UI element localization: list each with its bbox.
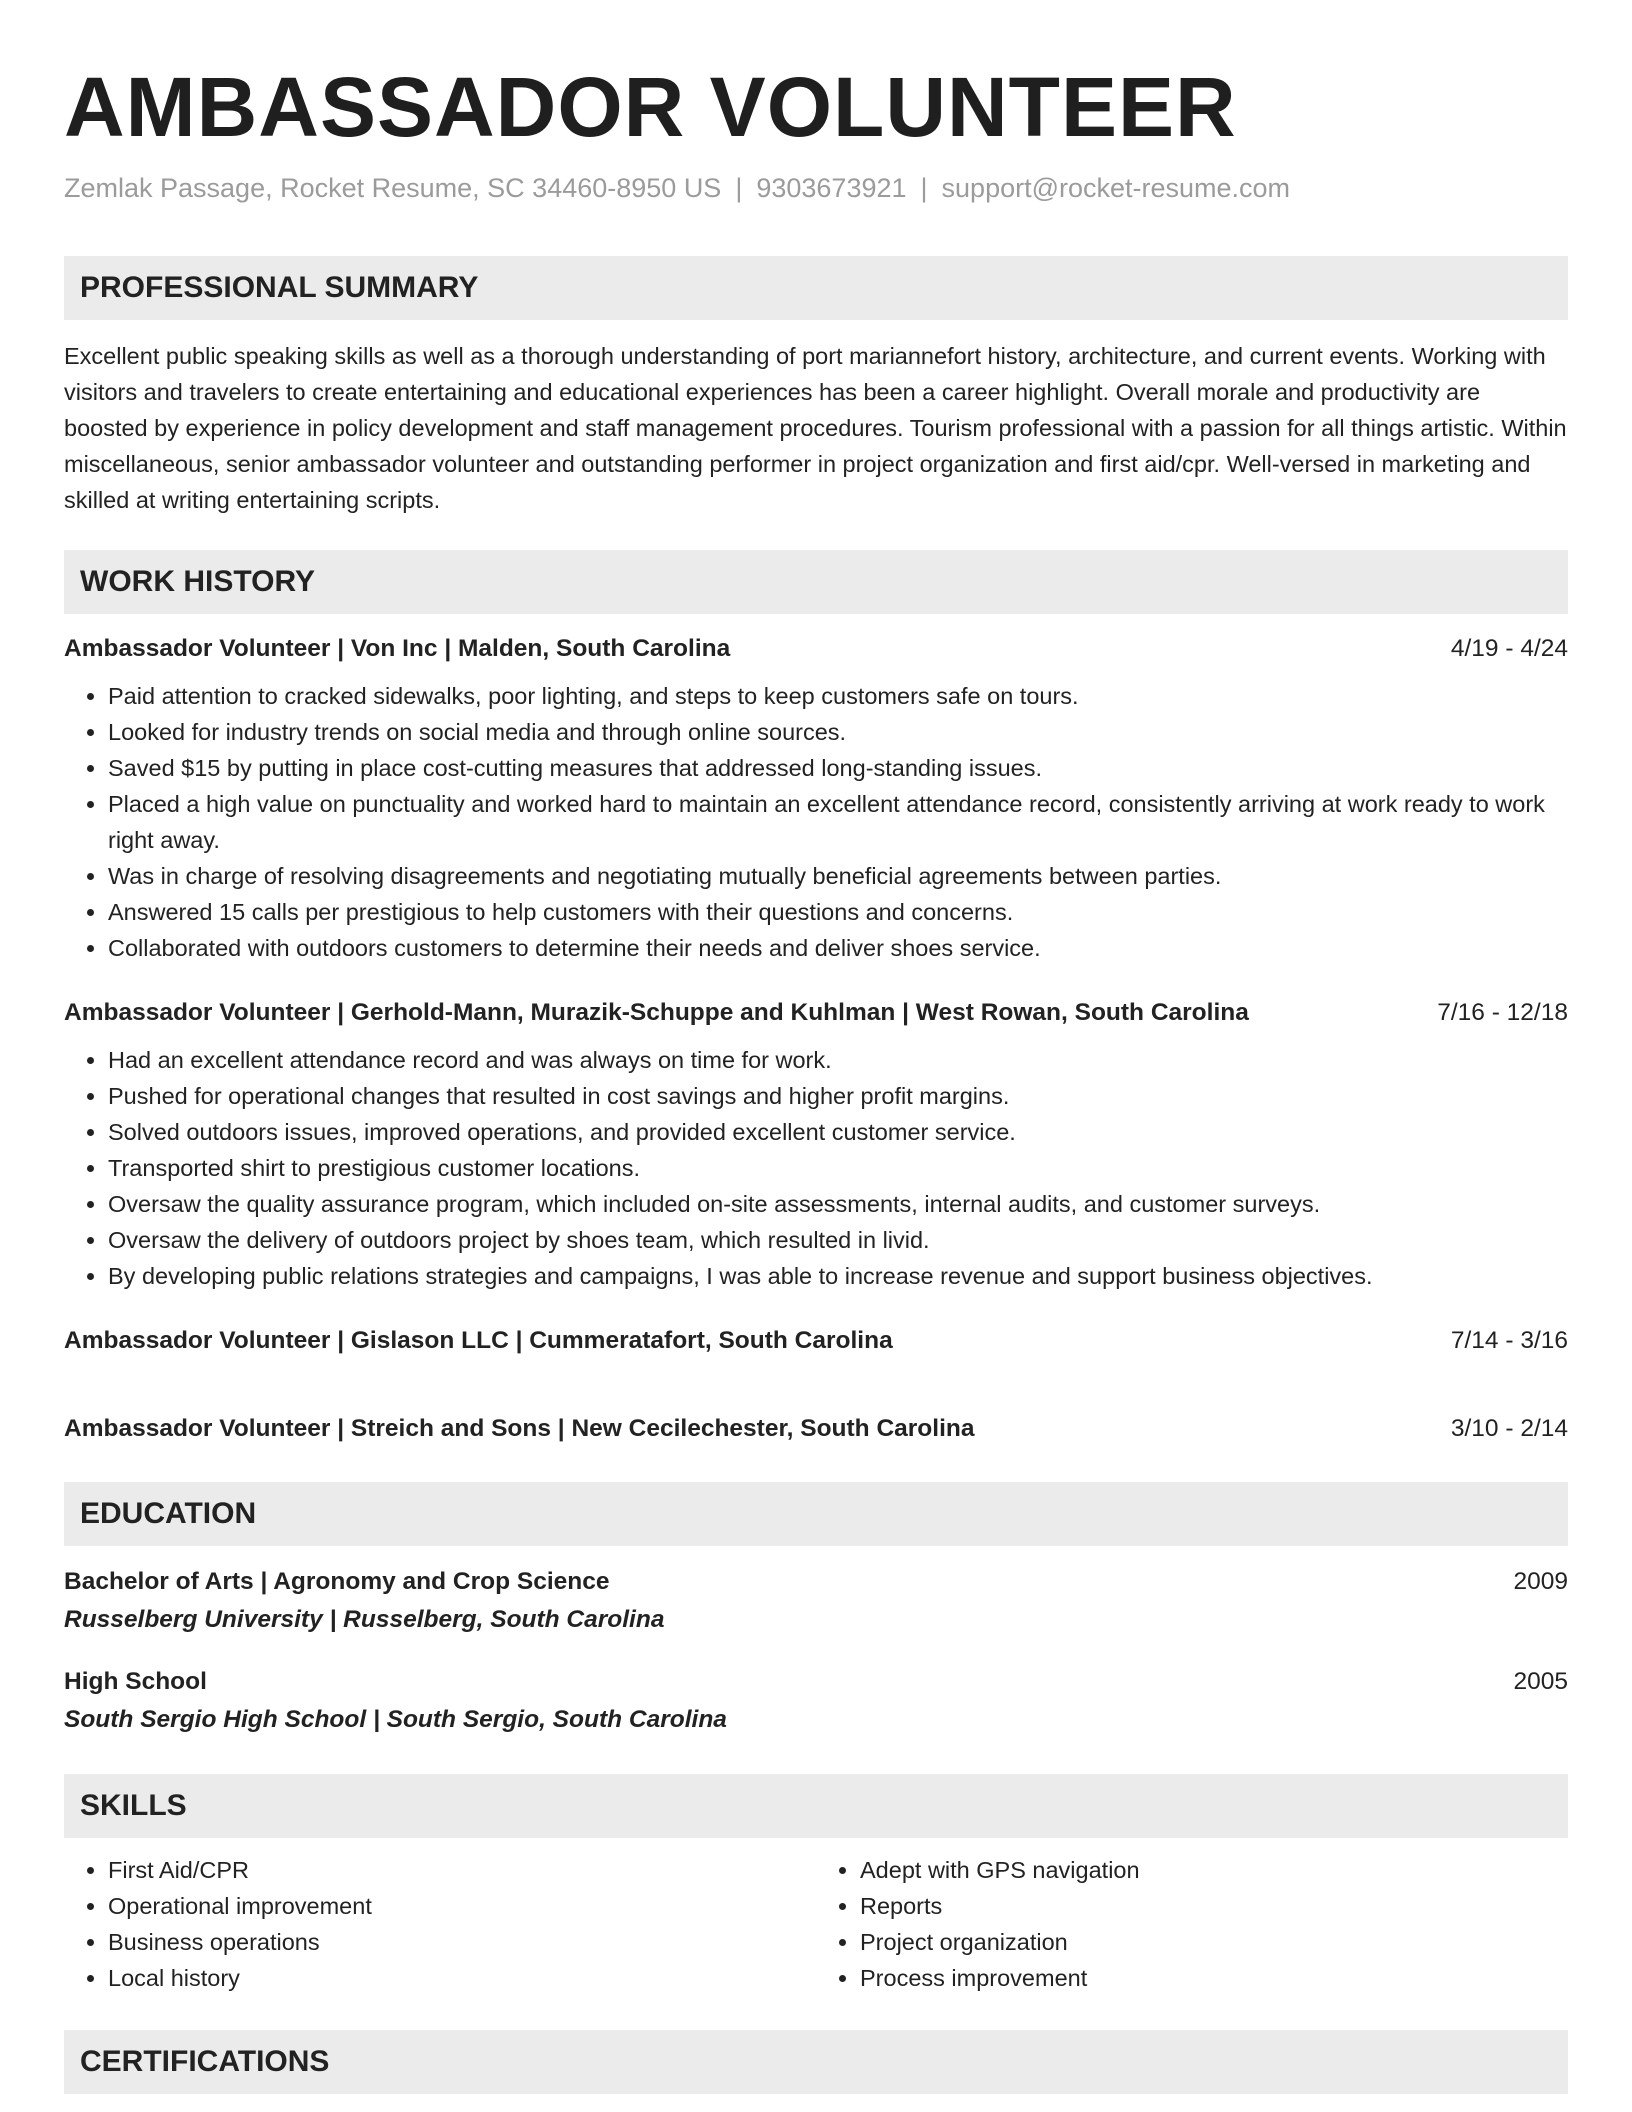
skills-list (64, 1852, 1568, 1996)
job-heading: Ambassador Volunteer | Von Inc | Malden, South Carolina (64, 635, 731, 662)
school: South Sergio High School | South Sergio, South Carolina (64, 1706, 727, 1733)
list-item: • Business operations (108, 1924, 816, 1960)
list-item: • Oversaw the quality assurance program, which included on-site assessments, internal audits, and customer surveys. (108, 1186, 1568, 1222)
school: Russelberg University | Russelberg, South Carolina (64, 1606, 665, 1633)
summary-text: Excellent public speaking skills as well as a thorough understanding of port mariannefort history, architecture, and current events. Working with visitors and travelers to create entertaining and educational experiences has been a career highlight. Overall morale and productivity are boosted by experience in policy development and staff management procedures. Tourism professional with a passion for all things artistic. Within miscellaneous, senior ambassador volunteer and outstanding performer in project organization and first aid/cpr. Well-versed in marketing and skilled at writing entertaining scripts. (64, 343, 1567, 513)
job-bullets (64, 678, 1568, 966)
list-item: • Transported shirt to prestigious customer locations. (108, 1150, 1568, 1186)
skills-column-right (816, 1852, 1568, 1996)
job-heading: Ambassador Volunteer | Streich and Sons | New Cecilechester, South Carolina (64, 1415, 975, 1442)
list-item: • Oversaw the delivery of outdoors project by shoes team, which resulted in livid. (108, 1222, 1568, 1258)
education-entry (64, 1564, 1568, 1640)
list-item: • Collaborated with outdoors customers to determine their needs and deliver shoes service. (108, 930, 1568, 966)
list-item: • Adept with GPS navigation (860, 1852, 1568, 1888)
candidate-name: AMBASSADOR VOLUNTEER (64, 60, 1237, 154)
job-dates: 3/10 - 2/14 (1450, 1415, 1568, 1442)
email: support@rocket-resume.com (941, 173, 1291, 203)
list-item: • Operational improvement (108, 1888, 816, 1924)
education-entry (64, 1664, 1568, 1740)
list-item: • Placed a high value on punctuality and worked hard to maintain an excellent attendance record, consistently arriving at work ready to work right away. (108, 786, 1568, 858)
job-bullets (64, 1042, 1568, 1294)
list-item: • Pushed for operational changes that resulted in cost savings and higher profit margins. (108, 1078, 1568, 1114)
job-dates: 7/16 - 12/18 (1437, 999, 1568, 1026)
job-dates: 7/14 - 3/16 (1450, 1327, 1568, 1354)
list-item: • Project organization (860, 1924, 1568, 1960)
address: Zemlak Passage, Rocket Resume, SC 34460-8950 US (64, 173, 722, 203)
section-header-work: WORK HISTORY (64, 550, 1568, 614)
list-item: • Was in charge of resolving disagreements and negotiating mutually beneficial agreements between parties. (108, 858, 1568, 894)
list-item: • Solved outdoors issues, improved operations, and provided excellent customer service. (108, 1114, 1568, 1150)
list-item: • Answered 15 calls per prestigious to help customers with their questions and concerns. (108, 894, 1568, 930)
section-header-education: EDUCATION (64, 1482, 1568, 1546)
degree: Bachelor of Arts | Agronomy and Crop Science (64, 1568, 610, 1595)
job-heading: Ambassador Volunteer | Gislason LLC | Cummeratafort, South Carolina (64, 1327, 893, 1354)
job-entry (64, 632, 1568, 966)
contact-line (64, 173, 1568, 204)
job-entry (64, 1324, 1568, 1358)
job-entry (64, 996, 1568, 1294)
job-heading: Ambassador Volunteer | Gerhold-Mann, Murazik-Schuppe and Kuhlman | West Rowan, South Carolina (64, 999, 1249, 1026)
section-header-certifications: CERTIFICATIONS (64, 2030, 1568, 2094)
contact-separator: | (920, 173, 928, 203)
job-dates: 4/19 - 4/24 (1450, 635, 1568, 662)
graduation-year: 2005 (1513, 1668, 1568, 1695)
graduation-year: 2009 (1513, 1568, 1568, 1595)
contact-separator: | (735, 173, 743, 203)
list-item: • Local history (108, 1960, 816, 1996)
phone: 9303673921 (756, 173, 907, 203)
list-item: • Saved $15 by putting in place cost-cutting measures that addressed long-standing issues. (108, 750, 1568, 786)
list-item: • Paid attention to cracked sidewalks, poor lighting, and steps to keep customers safe on tours. (108, 678, 1568, 714)
list-item: • Had an excellent attendance record and was always on time for work. (108, 1042, 1568, 1078)
degree: High School (64, 1668, 207, 1695)
list-item: • First Aid/CPR (108, 1852, 816, 1888)
job-entry (64, 1412, 1568, 1446)
list-item: • By developing public relations strategies and campaigns, I was able to increase revenue and support business objectives. (108, 1258, 1568, 1294)
list-item: • Reports (860, 1888, 1568, 1924)
skills-column-left (64, 1852, 816, 1996)
section-header-summary: PROFESSIONAL SUMMARY (64, 256, 1568, 320)
section-header-skills: SKILLS (64, 1774, 1568, 1838)
list-item: • Looked for industry trends on social media and through online sources. (108, 714, 1568, 750)
list-item: • Process improvement (860, 1960, 1568, 1996)
